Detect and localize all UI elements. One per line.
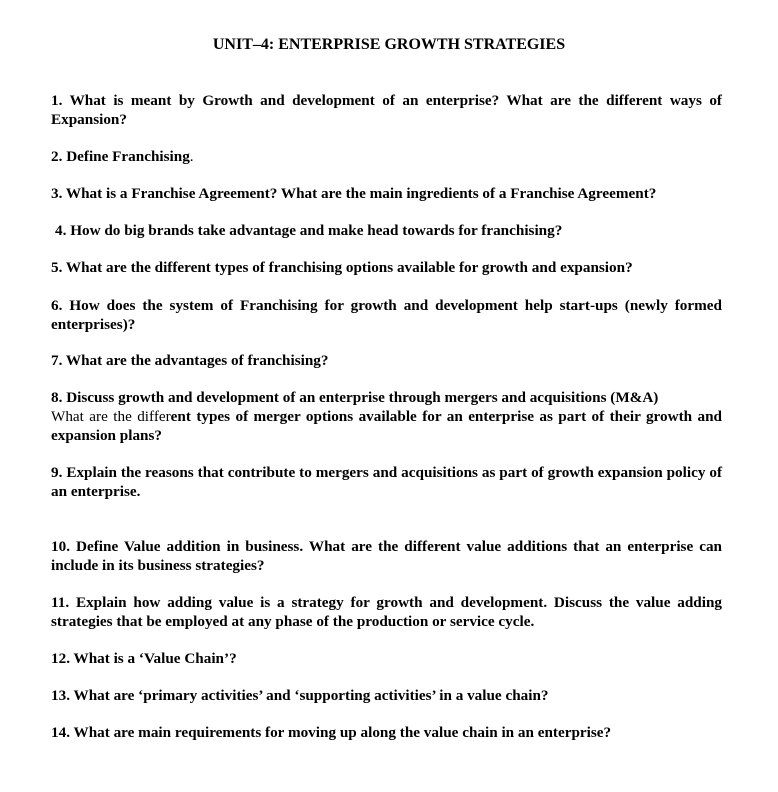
- question-12: 12. What is a ‘Value Chain’?: [51, 650, 237, 667]
- question-7: 7. What are the advantages of franchising?: [51, 352, 329, 369]
- question-14: 14. What are main requirements for moving up along the value chain in an enterprise?: [51, 724, 612, 741]
- question-10: 10. Define Value addition in business. What are the different value additions that an enterprise can include in its business strategies?: [51, 538, 722, 574]
- question-3: 3. What is a Franchise Agreement? What are the main ingredients of a Franchise Agreement?: [51, 185, 657, 202]
- question-8: [51, 388, 722, 445]
- question-11: 11. Explain how adding value is a strategy for growth and development. Discuss the value adding strategies that be employed at any phase of the production or service cycle.: [51, 594, 722, 630]
- question-2-text: 2. Define Franchising: [51, 148, 190, 165]
- question-8-plain: What are the differ: [51, 408, 171, 425]
- question-5: 5. What are the different types of franchising options available for growth and expansion?: [51, 259, 633, 276]
- page-title: UNIT–4: ENTERPRISE GROWTH STRATEGIES: [212, 36, 566, 53]
- question-13: 13. What are ‘primary activities’ and ‘supporting activities’ in a value chain?: [51, 687, 549, 704]
- question-2: [51, 147, 722, 166]
- question-8-heading: 8. Discuss growth and development of an enterprise through mergers and acquisitions (M&A): [51, 389, 659, 406]
- question-8-rest: ent types of merger options available for an enterprise as part of their growth and expansion plans?: [51, 408, 722, 444]
- question-2-period: .: [189, 148, 194, 165]
- question-1: 1. What is meant by Growth and development of an enterprise? What are the different ways of Expansion?: [51, 92, 722, 128]
- question-8-body: [51, 407, 722, 445]
- question-4: 4. How do big brands take advantage and make head towards for franchising?: [55, 222, 563, 239]
- question-9: 9. Explain the reasons that contribute to mergers and acquisitions as part of growth expansion policy of an enterprise.: [51, 464, 722, 500]
- question-6: 6. How does the system of Franchising for growth and development help start-ups (newly formed enterprises)?: [51, 297, 722, 333]
